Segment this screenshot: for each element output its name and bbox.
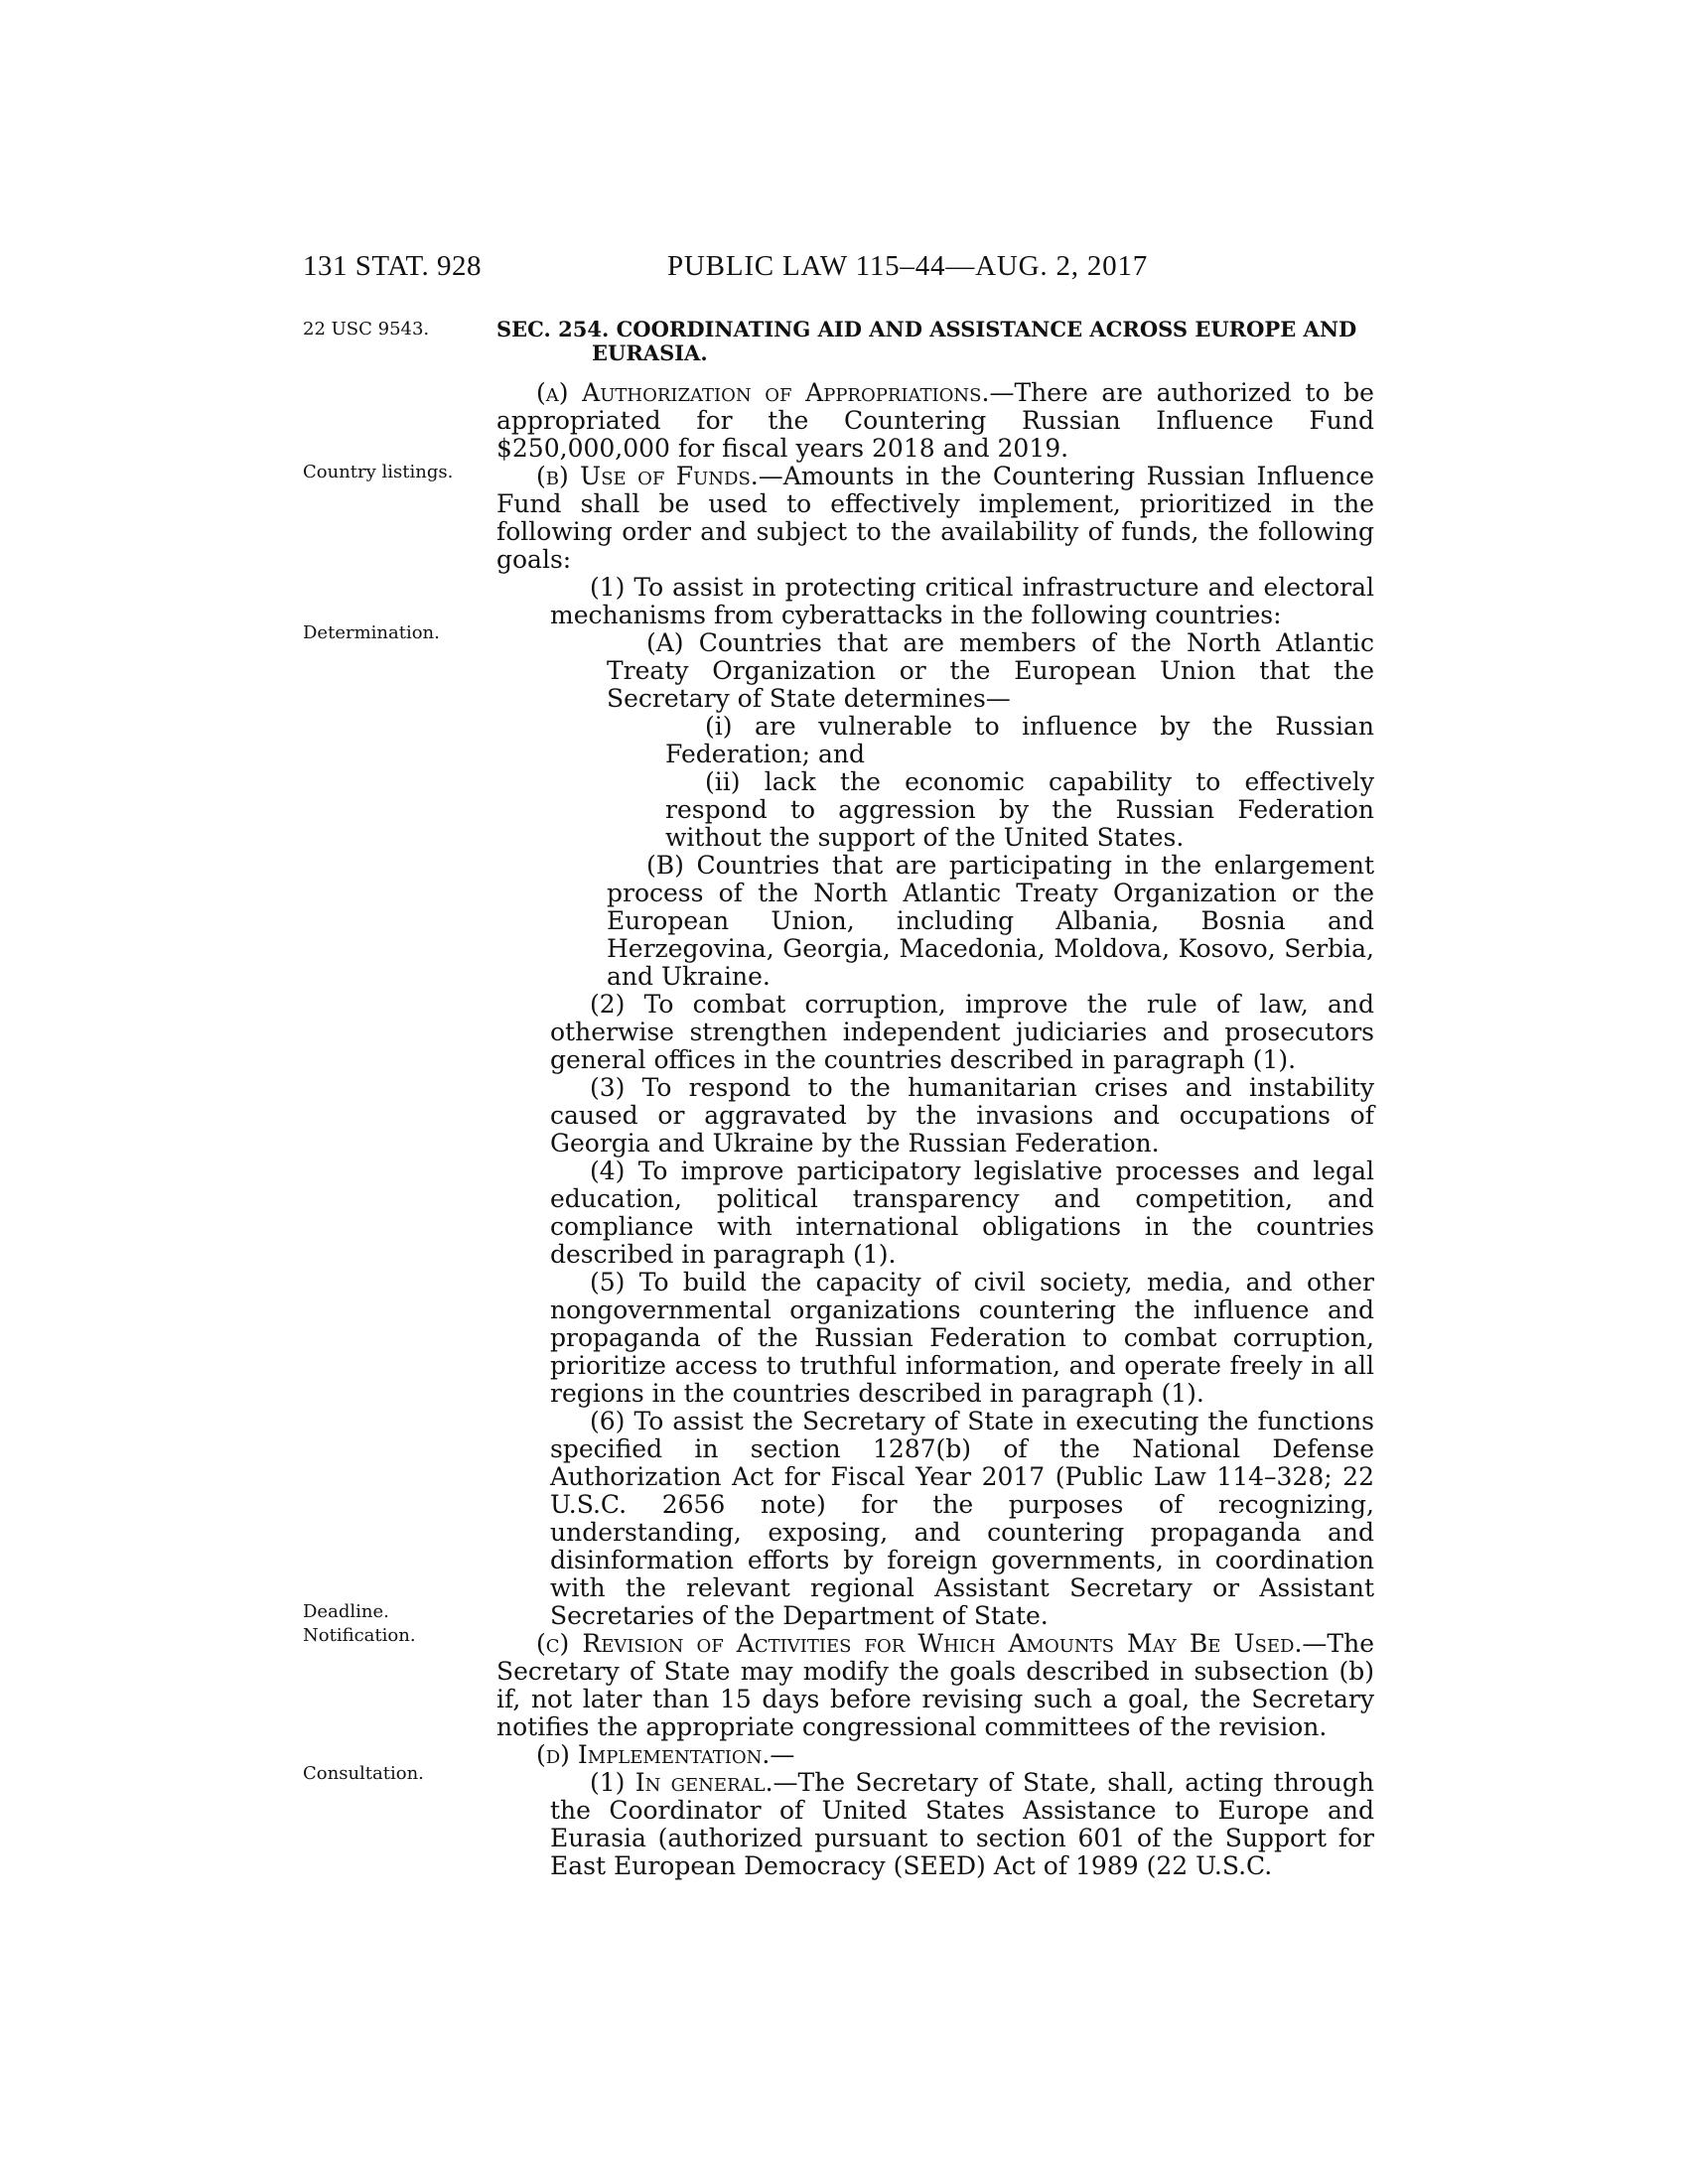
margin-note-determination: Determination. — [303, 622, 440, 643]
subsection-b-text: —Amounts in the Countering Russian Influence Fund shall be used to effectively implement, prioritized in the following order and subject to the availability of funds, the following goals: — [496, 462, 1375, 574]
clause-b1Aii: (ii) lack the economic capability to effectively respond to aggression by the Russian Federation without the support of the United States. — [665, 767, 1374, 852]
section-heading-line2: EURASIA. — [592, 341, 708, 365]
subsection-a-heading: (a) Authorization of Appropriations. — [536, 378, 990, 407]
paragraph-d1-text: —The Secretary of State, shall, acting through the Coordinator of United States Assistance to Europe and Eurasia (authorized pursuant to section 601 of the Support for East European Democracy (SEED) Act of 1989 (22 U.S.C. — [550, 1768, 1375, 1880]
subsection-d-heading: (d) Implementation. — [536, 1740, 771, 1769]
margin-note-country-listings: Country listings. — [303, 462, 454, 482]
paragraph-b1: (1) To assist in protecting critical infrastructure and electoral mechanisms from cyberattacks in the following countries: — [550, 573, 1374, 629]
margin-note-deadline: Deadline. — [303, 1601, 389, 1622]
paragraph-d1 — [496, 1769, 1374, 1880]
section-heading-line1: SEC. 254. COORDINATING AID AND ASSISTANCE ACROSS EUROPE AND — [496, 317, 1357, 341]
subparagraph-b1A: (A) Countries that are members of the North Atlantic Treaty Organization or the European Union that the Secretary of State determines— — [607, 628, 1374, 713]
subsection-c — [496, 1630, 1374, 1741]
margin-note-notification: Notification. — [303, 1625, 416, 1646]
subsection-c-heading: (c) Revision of Activities for Which Amounts May Be Used. — [536, 1629, 1303, 1658]
section-heading — [496, 318, 1374, 365]
page-header-left: 131 STAT. 928 — [303, 250, 483, 282]
subsection-a-text: —There are authorized to be appropriated for the Countering Russian Influence Fund $250,000,000 for fiscal years 2018 and 2019. — [496, 378, 1374, 463]
subsection-d-dash: — — [770, 1740, 795, 1769]
subsection-b-heading: (b) Use of Funds. — [536, 462, 759, 490]
clause-b1Ai: (i) are vulnerable to influence by the Russian Federation; and — [665, 712, 1374, 768]
paragraph-b2: (2) To combat corruption, improve the rule of law, and otherwise strengthen independent judiciaries and prosecutors general offices in the countries described in paragraph (1). — [550, 990, 1374, 1074]
paragraph-b3: (3) To respond to the humanitarian crises and instability caused or aggravated by the invasions and occupations of Georgia and Ukraine by the Russian Federation. — [550, 1073, 1374, 1158]
paragraph-d1-heading: (1) In general. — [590, 1768, 774, 1797]
margin-note-consultation: Consultation. — [303, 1763, 424, 1784]
subsection-d — [496, 1741, 1374, 1769]
page-header-title: PUBLIC LAW 115–44—AUG. 2, 2017 — [667, 250, 1149, 282]
paragraph-b5: (5) To build the capacity of civil society, media, and other nongovernmental organizations countering the influence and propaganda of the Russian Federation to combat corruption, prioritize access to truthful information, and operate freely in all regions in the countries described in paragraph (1). — [550, 1268, 1374, 1408]
subsection-c-text: —The Secretary of State may modify the goals described in subsection (b) if, not later than 15 days before revising such a goal, the Secretary notifies the appropriate congressional committees of the revision. — [496, 1629, 1374, 1741]
subsection-a — [496, 379, 1374, 463]
subsection-b — [496, 463, 1374, 574]
body-text — [496, 379, 1374, 1880]
paragraph-b6: (6) To assist the Secretary of State in executing the functions specified in section 1287(b) of the National Defense Authorization Act for Fiscal Year 2017 (Public Law 114–328; 22 U.S.C. 2656 note) for the purposes of recognizing, understanding, exposing, and countering propaganda and disinformation efforts by foreign governments, in coordination with the relevant regional Assistant Secretary or Assistant Secretaries of the Department of State. — [550, 1407, 1374, 1630]
paragraph-b4: (4) To improve participatory legislative processes and legal education, political transparency and competition, and compliance with international obligations in the countries described in paragraph (1). — [550, 1157, 1374, 1269]
subparagraph-b1B: (B) Countries that are participating in the enlargement process of the North Atlantic Treaty Organization or the European Union, including Albania, Bosnia and Herzegovina, Georgia, Macedonia, Moldova, Kosovo, Serbia, and Ukraine. — [607, 851, 1374, 991]
margin-note-usc: 22 USC 9543. — [303, 319, 430, 340]
